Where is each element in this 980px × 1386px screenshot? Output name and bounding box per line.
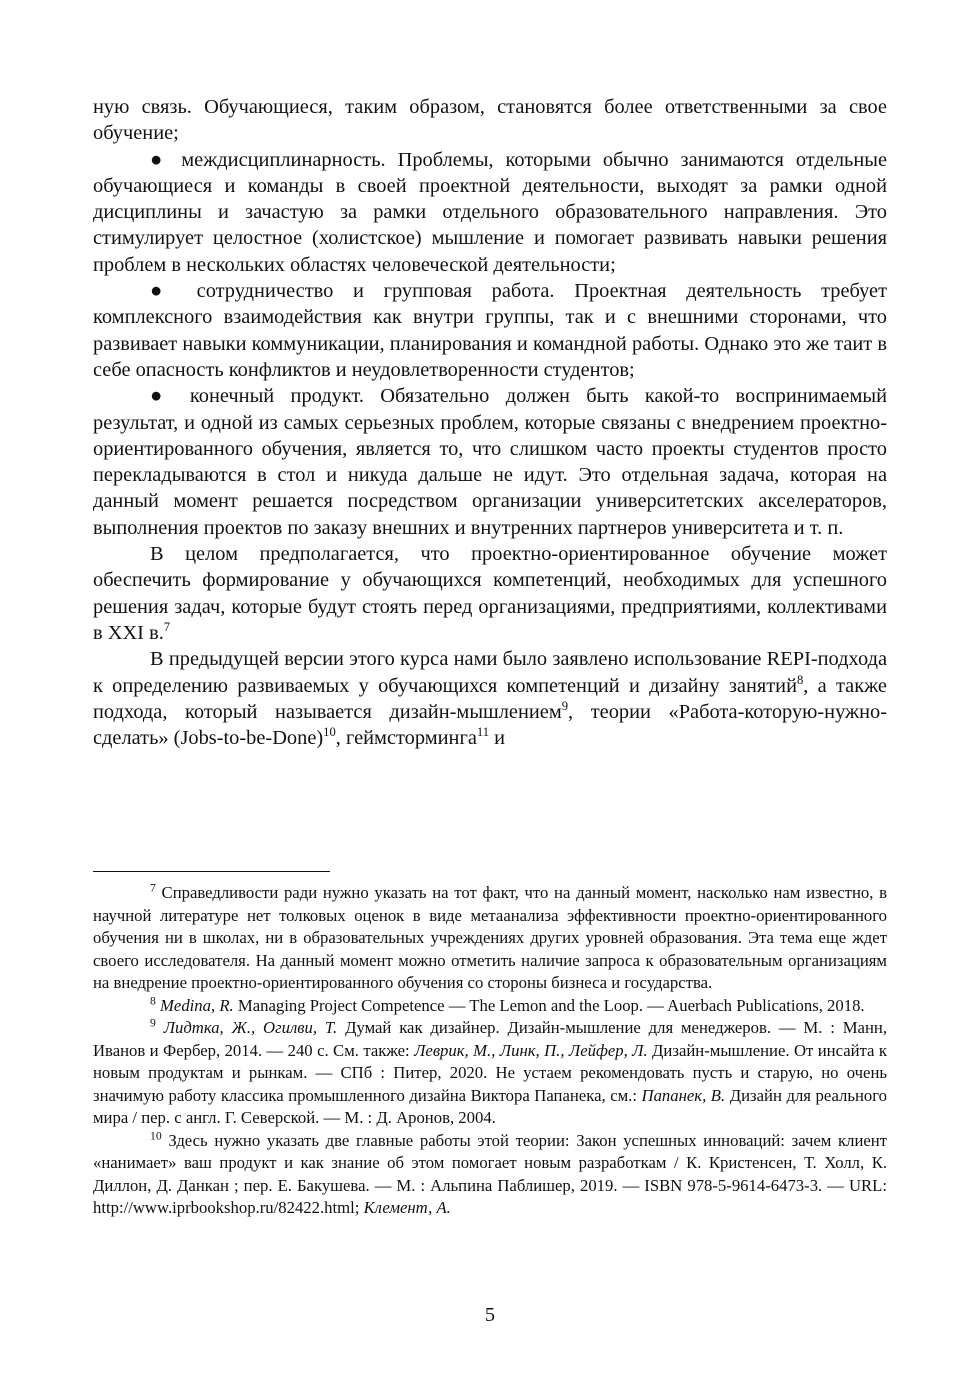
footnote-9-author-2: Леврик, М., Линк, П., Лейфер, Л. — [414, 1040, 648, 1060]
footnote-ref-8[interactable]: 8 — [796, 672, 804, 687]
footnote-ref-7[interactable]: 7 — [163, 620, 171, 635]
footnote-separator — [93, 871, 330, 872]
footnote-8 — [93, 995, 887, 1018]
footnotes — [93, 882, 887, 1220]
footnote-10-text: Здесь нужно указать две главные работы этой теории: Закон успешных инноваций: зачем клиент «нанимает» ваш продукт и как знание об этом помогает новым разработкам / К. Кристенсен, Т. Холл, К. Диллон, Д. Данкан ; пер. Е. Бакушева. — М. : Альпина Паблишер, 2019. — ISBN 978-5-9614-6473-3. — URL: http://www.iprbookshop.ru/82422.html; — [93, 1130, 887, 1217]
paragraph-text-e: и — [489, 727, 506, 750]
footnote-9 — [93, 1017, 887, 1130]
footnote-ref-10[interactable]: 10 — [323, 725, 336, 740]
footnote-9-text-a: Думай как дизайнер. Дизайн-мышление для менеджеров. — М. : Манн, Иванов и Фербер, 2014. — 240 с. См. также: — [93, 1018, 887, 1060]
page-number: 5 — [484, 1304, 496, 1326]
paragraph-text-b: , а также подхода, который называется дизайн-мышлением — [93, 674, 887, 723]
footnote-7-number: 7 — [150, 881, 156, 895]
footnote-7 — [93, 882, 887, 995]
footnote-ref-9[interactable]: 9 — [561, 699, 569, 714]
footnote-8-text: Managing Project Competence — The Lemon and the Loop. — Auerbach Publications, 2018. — [233, 995, 865, 1015]
paragraph-previous-version — [93, 646, 887, 751]
footnote-9-number: 9 — [150, 1016, 156, 1030]
footnote-8-number: 8 — [150, 993, 156, 1007]
paragraph-text-d: , геймсторминга — [335, 727, 477, 750]
footnote-ref-11[interactable]: 11 — [476, 725, 490, 740]
bullet-interdisciplinarity: ● междисциплинарность. Проблемы, которыми обычно занимаются отдельные обучающиеся и команды в своей проектной деятельности, выходят за рамки одной дисциплины и зачастую за рамки отдельного образовательного направления. Это стимулирует целостное (холистское) мышление и помогает развивать навыки решения проблем в нескольких областях человеческой деятельности; — [93, 148, 887, 276]
footnote-8-author: Medina, R. — [160, 995, 234, 1015]
paragraph-summary-text: В целом предполагается, что проектно-ориентированное обучение может обеспечить формирование у обучающихся компетенций, необходимых для успешного решения задач, которые будут стоять перед организациями, предприятиями, коллективами в XXI в. — [93, 543, 887, 644]
footnote-9-author: Лидтка, Ж., Огилви, Т. — [163, 1018, 338, 1037]
body-text — [93, 94, 887, 751]
footnote-10-author: Клемент, А. — [363, 1198, 451, 1217]
footnote-10-number: 10 — [150, 1128, 162, 1142]
paragraph-1: ную связь. Обучающиеся, таким образом, становятся более ответственными за свое обучение; — [93, 96, 887, 145]
footnote-9-text-c: Дизайн для реального мира / пер. с англ. Г. Северской. — М. : Д. Аронов, 2004. — [93, 1085, 887, 1127]
footnote-7-text: Справедливости ради нужно указать на тот факт, что на данный момент, насколько нам известно, в научной литературе нет толковых оценок в виде метаанализа эффективности проектно-ориентированного обучения ни в школах, ни в образовательных учреждениях других уровней образования. Эта тема еще ждет своего исследователя. На данный момент можно отметить наличие запроса к образовательным организациям на внедрение проектно-ориентированного обучения со стороны бизнеса и государства. — [93, 883, 887, 992]
footnote-10 — [93, 1130, 887, 1220]
bullet-final-product: ● конечный продукт. Обязательно должен быть какой-то воспринимаемый результат, и одной из самых серьезных проблем, которые связаны с внедрением проектно-ориентированного обучения, является то, что слишком часто проекты студентов просто перекладываются в стол и никуда дальше не идут. Это отдельная задача, которая на данный момент решается посредством организации университетских акселераторов, выполнения проектов по заказу внешних и внутренних партнеров университета и т. п. — [93, 385, 887, 539]
footnote-9-text-b: Дизайн-мышление. От инсайта к новым продуктам и рынкам. — СПб : Питер, 2020. Не устаем рекомендовать пусть и старую, но очень значимую работу классика промышленного дизайна Виктора Папанека, см.: — [93, 1040, 887, 1105]
paragraph-text-c: , теории «Работа-которую-нужно-сделать» (Jobs-to-be-Done) — [93, 700, 887, 750]
paragraph-text-a: В предыдущей версии этого курса нами было заявлено использование REPI-подхода к определению развиваемых у обучающихся компетенций и дизайну занятий — [93, 648, 887, 697]
bullet-collaboration: ● сотрудничество и групповая работа. Проектная деятельность требует комплексного взаимодействия как внутри группы, так и с внешними сторонами, что развивает навыки коммуникации, планирования и командной работы. Однако это же таит в себе опасность конфликтов и неудовлетворенности студентов; — [93, 280, 887, 381]
paragraph-summary — [93, 541, 887, 646]
footnote-9-author-3: Папанек, В. — [641, 1085, 726, 1105]
